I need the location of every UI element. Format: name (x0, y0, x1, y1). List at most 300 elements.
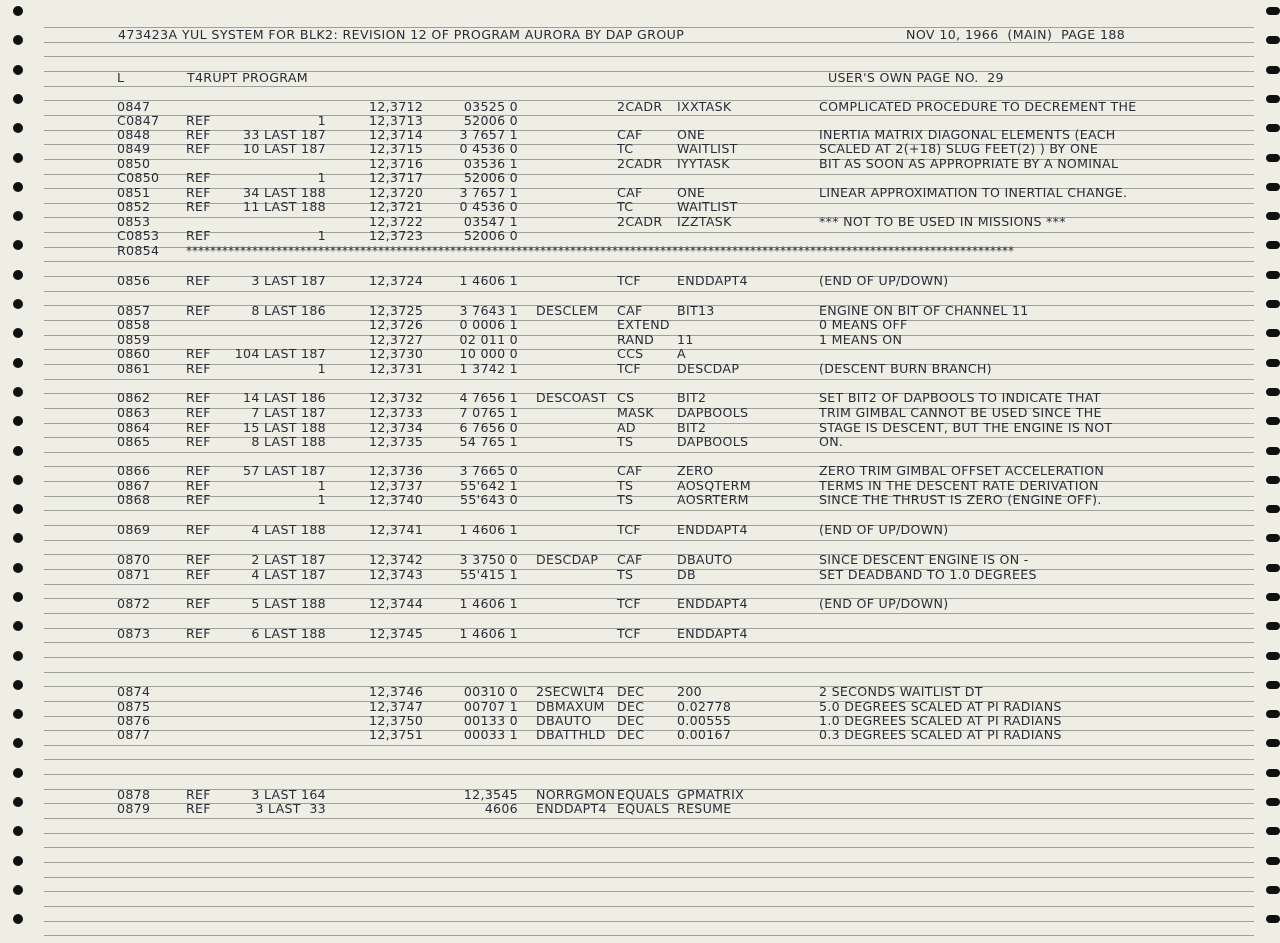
listing-operand: WAITLIST (677, 199, 738, 214)
listing-op: RAND (617, 332, 655, 347)
ruled-line (44, 56, 1254, 57)
listing-op: DEC (617, 713, 645, 728)
listing-seq: 0852 (117, 199, 151, 214)
ruled-line (44, 759, 1254, 760)
listing-op: DEC (617, 684, 645, 699)
listing-seq: 0878 (117, 787, 151, 802)
listing-seq: 0862 (117, 390, 151, 405)
listing-op: CAF (617, 127, 643, 142)
listing-code: 52006 0 (463, 228, 518, 243)
listing-operand: AOSRTERM (677, 492, 749, 507)
listing-loc: 12,3742 (369, 552, 424, 567)
feed-hole (1266, 534, 1280, 542)
listing-last: 33 LAST 187 (243, 127, 326, 142)
listing-loc: 12,3721 (369, 199, 424, 214)
listing-loc: 12,3715 (369, 141, 424, 156)
listing-loc: 12,3736 (369, 463, 424, 478)
listing-seq: 0856 (117, 273, 151, 288)
listing-code: 55'415 1 (460, 567, 518, 582)
listing-loc: 12,3737 (369, 478, 424, 493)
listing-op: EQUALS (617, 787, 670, 802)
listing-code: 00310 0 (463, 684, 518, 699)
listing-seq: 0869 (117, 522, 151, 537)
listing-comment: ENGINE ON BIT OF CHANNEL 11 (819, 303, 1029, 318)
listing-last: 3 LAST 33 (255, 801, 326, 816)
listing-seq: 0853 (117, 214, 151, 229)
listing-operand: A (677, 346, 686, 361)
listing-code: 03536 1 (463, 156, 518, 171)
ruled-line (44, 847, 1254, 848)
listing-code: 1 4606 1 (459, 273, 518, 288)
ruled-line (44, 379, 1254, 380)
listing-operand: BIT2 (677, 390, 707, 405)
listing-last: 3 LAST 164 (251, 787, 326, 802)
feed-hole (13, 563, 23, 573)
listing-ref: REF (186, 141, 211, 156)
ruled-line (44, 540, 1254, 541)
feed-hole (1266, 241, 1280, 249)
listing-comment: 5.0 DEGREES SCALED AT PI RADIANS (819, 699, 1062, 714)
listing-code: 4606 (484, 801, 518, 816)
feed-hole (13, 533, 23, 543)
listing-code: 3 7665 0 (459, 463, 518, 478)
listing-ref: REF (186, 127, 211, 142)
ruled-line (44, 877, 1254, 878)
ruled-line (44, 628, 1254, 629)
listing-seq: C0847 (117, 113, 160, 128)
listing-last: 6 LAST 188 (251, 626, 326, 641)
listing-op: 2CADR (617, 214, 663, 229)
listing-comment: STAGE IS DESCENT, BUT THE ENGINE IS NOT (819, 420, 1113, 435)
listing-operand: 0.02778 (677, 699, 732, 714)
listing-last: 1 (317, 113, 326, 128)
feed-hole (1266, 36, 1280, 44)
listing-seq: 0871 (117, 567, 151, 582)
listing-comment: COMPLICATED PROCEDURE TO DECREMENT THE (819, 99, 1137, 114)
listing-last: 1 (317, 478, 326, 493)
listing-loc: 12,3733 (369, 405, 424, 420)
listing-label: DBATTHLD (536, 727, 606, 742)
listing-last: 7 LAST 187 (251, 405, 326, 420)
listing-comment: INERTIA MATRIX DIAGONAL ELEMENTS (EACH (819, 127, 1116, 142)
listing-op: TCF (617, 596, 641, 611)
listing-seq: 0868 (117, 492, 151, 507)
feed-hole (1266, 124, 1280, 132)
feed-hole (13, 328, 23, 338)
feed-hole (13, 416, 23, 426)
listing-op: TCF (617, 522, 641, 537)
feed-hole (1266, 710, 1280, 718)
listing-operand: IXXTASK (677, 99, 732, 114)
ruled-line (44, 510, 1254, 511)
listing-loc: 12,3725 (369, 303, 424, 318)
listing-op: TC (617, 141, 634, 156)
listing-loc: 12,3746 (369, 684, 424, 699)
listing-operand: IZZTASK (677, 214, 732, 229)
ruled-line (44, 716, 1254, 717)
listing-code: 1 4606 1 (459, 596, 518, 611)
listing-code: 52006 0 (463, 170, 518, 185)
listing-code: 54 765 1 (459, 434, 518, 449)
listing-ref: REF (186, 199, 211, 214)
listing-last: 2 LAST 187 (251, 552, 326, 567)
feed-hole (13, 738, 23, 748)
listing-op: CS (617, 390, 635, 405)
listing-last: 4 LAST 187 (251, 567, 326, 582)
ruled-line (44, 554, 1254, 555)
listing-last: 4 LAST 188 (251, 522, 326, 537)
listing-loc: 12,3744 (369, 596, 424, 611)
listing-comment: 0.3 DEGREES SCALED AT PI RADIANS (819, 727, 1062, 742)
listing-code: 3 3750 0 (459, 552, 518, 567)
ruled-line (44, 232, 1254, 233)
feed-hole (13, 797, 23, 807)
listing-loc: 12,3732 (369, 390, 424, 405)
listing-comment: SINCE THE THRUST IS ZERO (ENGINE OFF). (819, 492, 1102, 507)
listing-seq: 0866 (117, 463, 151, 478)
listing-op: TS (617, 434, 634, 449)
listing-comment: (END OF UP/DOWN) (819, 273, 949, 288)
listing-code: 1 3742 1 (459, 361, 518, 376)
listing-ref: REF (186, 420, 211, 435)
ruled-line (44, 672, 1254, 673)
feed-hole (1266, 7, 1280, 15)
listing-ref: REF (186, 185, 211, 200)
listing-comment: (END OF UP/DOWN) (819, 522, 949, 537)
feed-hole (1266, 798, 1280, 806)
ruled-line (44, 818, 1254, 819)
listing-ref: REF (186, 567, 211, 582)
feed-hole (1266, 915, 1280, 923)
listing-operand: ONE (677, 127, 706, 142)
listing-loc: 12,3712 (369, 99, 424, 114)
feed-hole (13, 358, 23, 368)
listing-label: 2SECWLT4 (536, 684, 605, 699)
listing-ref: REF (186, 626, 211, 641)
ruled-line (44, 203, 1254, 204)
feed-hole (13, 856, 23, 866)
listing-code: 3 7657 1 (459, 185, 518, 200)
listing-label: NORRGMON (536, 787, 616, 802)
listing-comment: SET BIT2 OF DAPBOOLS TO INDICATE THAT (819, 390, 1101, 405)
listing-op: TS (617, 492, 634, 507)
listing-op: AD (617, 420, 636, 435)
feed-hole (13, 504, 23, 514)
listing-label: DESCDAP (536, 552, 599, 567)
listing-loc: 12,3722 (369, 214, 424, 229)
listing-last: 11 LAST 188 (243, 199, 326, 214)
listing-operand: ENDDAPT4 (677, 273, 748, 288)
section-marker: L (117, 70, 125, 85)
ruled-line (44, 291, 1254, 292)
feed-hole (13, 299, 23, 309)
listing-seq: 0851 (117, 185, 151, 200)
listing-code: 7 0765 1 (459, 405, 518, 420)
listing-comment: SCALED AT 2(+18) SLUG FEET(2) ) BY ONE (819, 141, 1099, 156)
feed-hole (1266, 417, 1280, 425)
feed-hole (13, 94, 23, 104)
listing-last: 14 LAST 186 (243, 390, 326, 405)
listing-seq: 0870 (117, 552, 151, 567)
listing-operand: DAPBOOLS (677, 405, 749, 420)
listing-comment: *** NOT TO BE USED IN MISSIONS *** (819, 214, 1066, 229)
listing-op: 2CADR (617, 99, 663, 114)
listing-last: 1 (317, 228, 326, 243)
feed-hole (13, 123, 23, 133)
listing-ref: REF (186, 303, 211, 318)
feed-hole (1266, 739, 1280, 747)
listing-seq: 0872 (117, 596, 151, 611)
feed-hole (1266, 564, 1280, 572)
listing-ref: REF (186, 273, 211, 288)
feed-hole (13, 387, 23, 397)
listing-comment: 2 SECONDS WAITLIST DT (819, 684, 983, 699)
ruled-line (44, 891, 1254, 892)
feed-hole (13, 826, 23, 836)
ruled-line (44, 745, 1254, 746)
feed-hole (13, 240, 23, 250)
listing-code: 0 4536 0 (459, 141, 518, 156)
listing-comment: ON. (819, 434, 844, 449)
listing-seq: 0874 (117, 684, 151, 699)
listing-op: TS (617, 567, 634, 582)
listing-loc: 12,3713 (369, 113, 424, 128)
feed-hole (1266, 329, 1280, 337)
listing-seq: R0854 (117, 243, 160, 258)
listing-code: 00707 1 (463, 699, 518, 714)
ruled-line (44, 862, 1254, 863)
listing-code: 00133 0 (463, 713, 518, 728)
feed-hole (13, 475, 23, 485)
listing-seq: 0867 (117, 478, 151, 493)
listing-operand: GPMATRIX (677, 787, 745, 802)
feed-hole (13, 270, 23, 280)
listing-seq: 0857 (117, 303, 151, 318)
listing-operand: DESCDAP (677, 361, 740, 376)
listing-op: TCF (617, 273, 641, 288)
listing-ref: REF (186, 463, 211, 478)
listing-ref: REF (186, 478, 211, 493)
listing-loc: 12,3745 (369, 626, 424, 641)
listing-comment: 1 MEANS ON (819, 332, 903, 347)
listing-loc: 12,3747 (369, 699, 424, 714)
listing-comment: TRIM GIMBAL CANNOT BE USED SINCE THE (819, 405, 1102, 420)
listing-operand: ONE (677, 185, 706, 200)
listing-operand: AOSQTERM (677, 478, 751, 493)
listing-loc: 12,3724 (369, 273, 424, 288)
listing-op: CAF (617, 552, 643, 567)
user-page-number: USER'S OWN PAGE NO. 29 (828, 70, 1004, 85)
listing-op: TC (617, 199, 634, 214)
ruled-line (44, 364, 1254, 365)
feed-hole (1266, 593, 1280, 601)
listing-loc: 12,3716 (369, 156, 424, 171)
listing-last: 1 (317, 361, 326, 376)
feed-hole (1266, 183, 1280, 191)
listing-loc: 12,3734 (369, 420, 424, 435)
listing-code: 3 7643 1 (459, 303, 518, 318)
ruled-line (44, 833, 1254, 834)
listing-loc: 12,3731 (369, 361, 424, 376)
listing-seq: C0853 (117, 228, 160, 243)
listing-seq: 0848 (117, 127, 151, 142)
listing-code: 4 7656 1 (459, 390, 518, 405)
listing-op: TS (617, 478, 634, 493)
header-date-page: NOV 10, 1966 (MAIN) PAGE 188 (906, 27, 1126, 42)
ruled-line (44, 613, 1254, 614)
listing-seq: 0864 (117, 420, 151, 435)
listing-code: 1 4606 1 (459, 522, 518, 537)
listing-operand: DAPBOOLS (677, 434, 749, 449)
listing-loc: 12,3714 (369, 127, 424, 142)
listing-seq: 0859 (117, 332, 151, 347)
listing-loc: 12,3720 (369, 185, 424, 200)
listing-label: DBMAXUM (536, 699, 605, 714)
listing-operand: 0.00167 (677, 727, 732, 742)
feed-hole (1266, 95, 1280, 103)
listing-operand: DBAUTO (677, 552, 733, 567)
listing-comment: SET DEADBAND TO 1.0 DEGREES (819, 567, 1037, 582)
feed-hole (1266, 271, 1280, 279)
listing-code: 02 011 0 (459, 332, 518, 347)
listing-seq: 0879 (117, 801, 151, 816)
feed-hole (13, 65, 23, 75)
listing-operand: 0.00555 (677, 713, 732, 728)
listing-loc: 12,3743 (369, 567, 424, 582)
separator-asterisks: ****************************************************************************************************************************************** (186, 244, 1014, 258)
feed-hole (13, 592, 23, 602)
listing-ref: REF (186, 390, 211, 405)
ruled-line (44, 642, 1254, 643)
listing-op: CCS (617, 346, 644, 361)
listing-loc: 12,3735 (369, 434, 424, 449)
ruled-line (44, 437, 1254, 438)
listing-ref: REF (186, 596, 211, 611)
listing-op: CAF (617, 303, 643, 318)
listing-last: 3 LAST 187 (251, 273, 326, 288)
listing-seq: 0865 (117, 434, 151, 449)
listing-last: 1 (317, 492, 326, 507)
feed-hole (13, 153, 23, 163)
listing-seq: 0875 (117, 699, 151, 714)
listing-operand: RESUME (677, 801, 732, 816)
listing-code: 0 0006 1 (459, 317, 518, 332)
ruled-line (44, 349, 1254, 350)
listing-code: 12,3545 (463, 787, 518, 802)
listing-operand: DB (677, 567, 696, 582)
listing-op: DEC (617, 727, 645, 742)
listing-seq: 0876 (117, 713, 151, 728)
feed-hole (13, 768, 23, 778)
listing-loc: 12,3751 (369, 727, 424, 742)
listing-code: 03547 1 (463, 214, 518, 229)
listing-code: 1 4606 1 (459, 626, 518, 641)
listing-seq: 0860 (117, 346, 151, 361)
listing-last: 34 LAST 188 (243, 185, 326, 200)
listing-seq: C0850 (117, 170, 160, 185)
ruled-line (44, 452, 1254, 453)
listing-last: 1 (317, 170, 326, 185)
ruled-line (44, 115, 1254, 116)
listing-operand: WAITLIST (677, 141, 738, 156)
feed-hole (1266, 388, 1280, 396)
ruled-line (44, 305, 1254, 306)
listing-operand: ZERO (677, 463, 714, 478)
listing-ref: REF (186, 228, 211, 243)
listing-seq: 0850 (117, 156, 151, 171)
listing-ref: REF (186, 552, 211, 567)
feed-hole (13, 621, 23, 631)
feed-hole (13, 914, 23, 924)
feed-hole (1266, 681, 1280, 689)
listing-comment: SINCE DESCENT ENGINE IS ON - (819, 552, 1029, 567)
listing-loc: 12,3740 (369, 492, 424, 507)
ruled-line (44, 906, 1254, 907)
listing-comment: ZERO TRIM GIMBAL OFFSET ACCELERATION (819, 463, 1105, 478)
listing-label: ENDDAPT4 (536, 801, 607, 816)
listing-operand: 11 (677, 332, 694, 347)
listing-operand: BIT2 (677, 420, 707, 435)
ruled-line (44, 569, 1254, 570)
listing-seq: 0849 (117, 141, 151, 156)
ruled-line (44, 174, 1254, 175)
listing-operand: 200 (677, 684, 702, 699)
listing-loc: 12,3726 (369, 317, 424, 332)
listing-last: 10 LAST 187 (243, 141, 326, 156)
feed-hole (1266, 447, 1280, 455)
feed-hole (1266, 886, 1280, 894)
ruled-line (44, 686, 1254, 687)
ruled-line (44, 730, 1254, 731)
ruled-line (44, 584, 1254, 585)
listing-seq: 0858 (117, 317, 151, 332)
feed-hole (1266, 66, 1280, 74)
listing-op: TCF (617, 626, 641, 641)
listing-ref: REF (186, 434, 211, 449)
listing-loc: 12,3727 (369, 332, 424, 347)
listing-op: CAF (617, 185, 643, 200)
listing-comment: 0 MEANS OFF (819, 317, 908, 332)
listing-ref: REF (186, 405, 211, 420)
listing-code: 6 7656 0 (459, 420, 518, 435)
listing-comment: (END OF UP/DOWN) (819, 596, 949, 611)
listing-comment: (DESCENT BURN BRANCH) (819, 361, 992, 376)
listing-comment: BIT AS SOON AS APPROPRIATE BY A NOMINAL (819, 156, 1119, 171)
feed-hole (1266, 652, 1280, 660)
feed-hole (1266, 769, 1280, 777)
feed-hole (13, 35, 23, 45)
feed-hole (1266, 476, 1280, 484)
listing-code: 55'642 1 (460, 478, 518, 493)
listing-ref: REF (186, 346, 211, 361)
listing-operand: IYYTASK (677, 156, 730, 171)
feed-hole (1266, 212, 1280, 220)
listing-ref: REF (186, 492, 211, 507)
listing-loc: 12,3741 (369, 522, 424, 537)
listing-label: DESCOAST (536, 390, 607, 405)
feed-hole (1266, 622, 1280, 630)
listing-seq: 0877 (117, 727, 151, 742)
ruled-line (44, 921, 1254, 922)
listing-last: 8 LAST 188 (251, 434, 326, 449)
feed-hole (13, 709, 23, 719)
listing-ref: REF (186, 787, 211, 802)
listing-op: TCF (617, 361, 641, 376)
listing-code: 0 4536 0 (459, 199, 518, 214)
listing-ref: REF (186, 522, 211, 537)
listing-seq: 0873 (117, 626, 151, 641)
listing-code: 3 7657 1 (459, 127, 518, 142)
